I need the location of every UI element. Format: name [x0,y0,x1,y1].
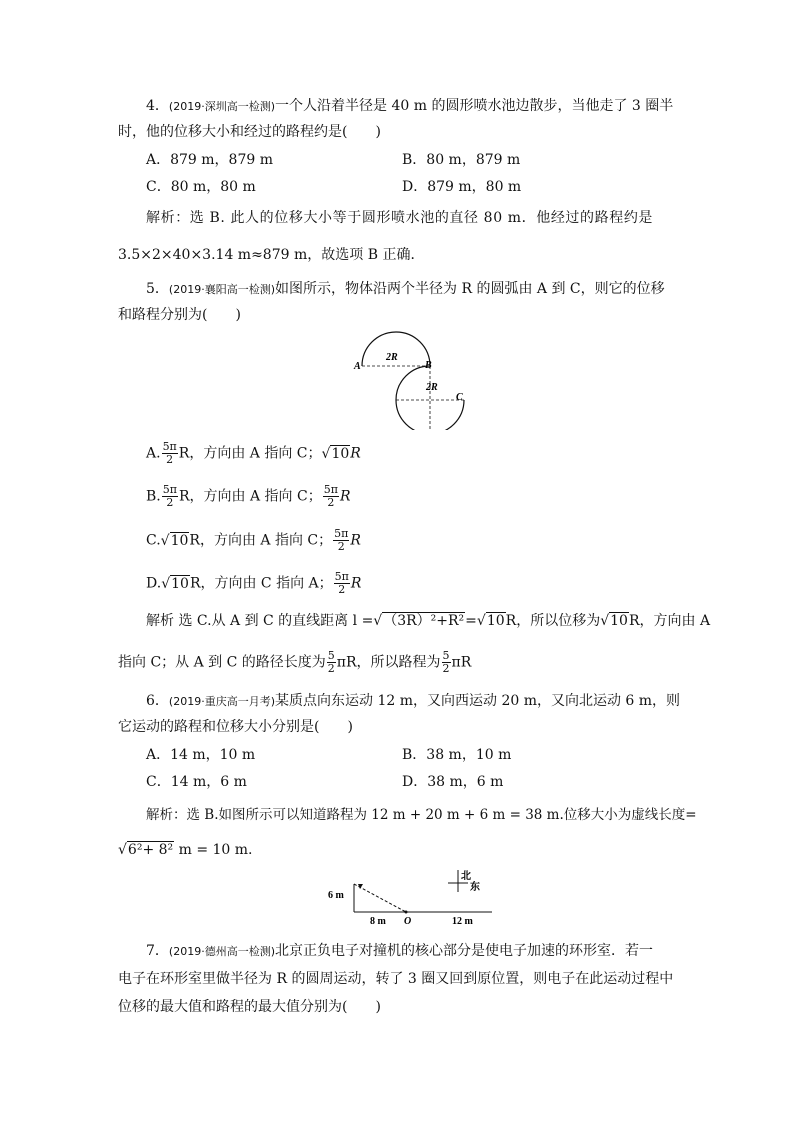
label-8m: 8 m [370,916,386,927]
q5-stem-line1 [146,279,665,300]
fraction [162,484,178,509]
fraction-numerator: 5 [327,649,335,662]
q4-option-d: D．879 m，80 m [402,179,522,195]
fraction-numerator: 5 [442,649,450,662]
fraction-denominator: 2 [338,583,346,596]
option-tail: R [350,575,362,592]
q4-number: 4． [146,98,169,114]
label-2r-mid: 2R [426,382,438,393]
q4-stem-text1: 一个人沿着半径是 40 m 的圆形喷水池边散步，当他走了 3 圈半 [275,98,674,114]
square-root: √10 [476,613,505,629]
option-tail: R [350,532,361,549]
fraction [442,650,451,675]
q5-option-b [146,484,350,509]
q6-answer-line1: 解析：选 B.如图所示可以知道路程为 12 m + 20 m + 6 m = 38 m.位移大小为虚线长度= [146,807,697,823]
radicand: 10 [486,613,505,629]
answer-text: = [465,613,477,629]
radicand: （3R）²+R² [383,613,465,629]
displacement-dashed-line [354,884,406,912]
q7-stem-line1 [146,941,653,962]
q6-number: 6． [146,693,169,709]
square-root: √10 [600,613,628,629]
label-c: C [456,392,463,403]
label-12m: 12 m [452,916,473,927]
fraction [323,484,339,509]
square-root: √6²+ 8² [118,842,174,858]
q4-stem-line1 [146,96,673,117]
q6-stem-line2: 它运动的路程和位移大小分别是( ) [118,719,353,735]
option-tail: R [339,488,351,505]
fraction-numerator: 5π [323,483,338,496]
radicand: 10 [170,532,189,549]
option-text: R，方向由 C 指向 A； [189,575,333,592]
option-letter: C. [146,532,161,549]
q4-source: (2019·深圳高一检测) [168,100,275,113]
option-text: R，方向由 A 指向 C； [178,445,322,462]
fraction-denominator: 2 [327,496,335,509]
radicand: 10 [331,445,350,462]
q4-option-b: B．80 m，879 m [402,152,521,168]
q6-stem-text1: 某质点向东运动 12 m，又向西运动 20 m，又向北运动 6 m，则 [275,693,681,709]
q5-answer-line1 [146,611,710,631]
q4-option-a: A．879 m，879 m [146,152,274,168]
answer-text: πR，所以路程为 [336,654,441,671]
q7-stem-line3: 位移的最大值和路程的最大值分别为( ) [118,999,381,1015]
origin-point [405,911,408,914]
answer-text: πR [451,654,472,671]
option-tail: R [350,445,361,462]
fraction-denominator: 2 [442,662,450,675]
label-6m: 6 m [328,890,344,901]
option-letter: D. [146,575,162,592]
q7-stem-line2: 电子在环形室里做半径为 R 的圆周运动，转了 3 圈又回到原位置，则电子在此运动过程中 [118,971,674,987]
q4-option-c: C．80 m，80 m [146,179,256,195]
square-root: √（3R）²+R² [373,613,465,629]
option-letter: B. [146,488,161,505]
q7-stem-text1: 北京正负电子对撞机的核心部分是使电子加速的环形室．若一 [275,943,653,959]
fraction [327,650,336,675]
q5-answer-line2 [118,650,471,675]
fraction-denominator: 2 [166,496,174,509]
fraction-numerator: 5π [334,527,349,540]
fraction-numerator: 5π [334,570,349,583]
label-2r-top: 2R [386,352,398,363]
q5-option-a [146,441,361,466]
square-root: √10 [321,445,350,462]
square-root: √10 [161,575,189,592]
q5-option-c [146,528,361,553]
label-o: O [404,916,412,927]
fraction [162,441,178,466]
q7-source: (2019·德州高一检测) [168,945,275,958]
q4-answer-line2: 3.5×2×40×3.14 m≈879 m，故选项 B 正确． [118,247,425,263]
option-letter: A. [146,445,161,462]
q6-option-a: A．14 m，10 m [146,747,256,763]
fraction-denominator: 2 [166,453,174,466]
q4-answer-line1: 解析：选 B. 此人的位移大小等于圆形喷水池的直径 80 m．他经过的路程约是 [146,210,654,226]
answer-text: 指向 C；从 A 到 C 的路径长度为 [118,654,326,671]
answer-text: R，所以位移为 [505,613,601,629]
radicand: 10 [610,613,628,629]
fraction-numerator: 5π [162,440,177,453]
q7-number: 7． [146,943,169,959]
radicand: 10 [171,575,189,592]
label-east: 东 [470,882,480,893]
q6-option-c: C．14 m，6 m [146,774,247,790]
option-text: R，方向由 A 指向 C； [189,532,333,549]
q5-number: 5． [146,281,169,297]
label-a: A [354,361,361,372]
q5-stem-text1: 如图所示，物体沿两个半径为 R 的圆弧由 A 到 C，则它的位移 [275,281,665,297]
square-root: √10 [160,532,189,549]
fraction [333,528,349,553]
answer-text: m = 10 m. [174,842,253,858]
fraction [334,571,350,596]
q5-arc-figure [350,330,470,430]
answer-text: 解析 选 C.从 A 到 C 的直线距离 l = [146,613,374,629]
fraction-denominator: 2 [327,662,335,675]
q6-stem-line1 [146,691,680,712]
q5-option-d [146,571,361,596]
q6-option-d: D．38 m，6 m [402,774,504,790]
fraction-denominator: 2 [337,540,345,553]
q5-source: (2019·襄阳高一检测) [168,283,275,296]
q4-stem-line2: 时，他的位移大小和经过的路程约是( ) [118,124,381,140]
label-north: 北 [461,871,471,882]
option-text: R，方向由 A 指向 C； [178,488,322,505]
q5-stem-line2: 和路程分别为( ) [118,307,241,323]
q6-option-b: B．38 m，10 m [402,747,512,763]
answer-text: R，方向由 A [628,613,711,629]
fraction-numerator: 5π [162,483,177,496]
radicand: 6²+ 8² [127,842,174,858]
label-b: B [425,360,432,371]
q6-answer-line2 [118,840,253,860]
q6-path-figure [318,866,498,930]
q6-source: (2019·重庆高一月考) [168,695,275,708]
